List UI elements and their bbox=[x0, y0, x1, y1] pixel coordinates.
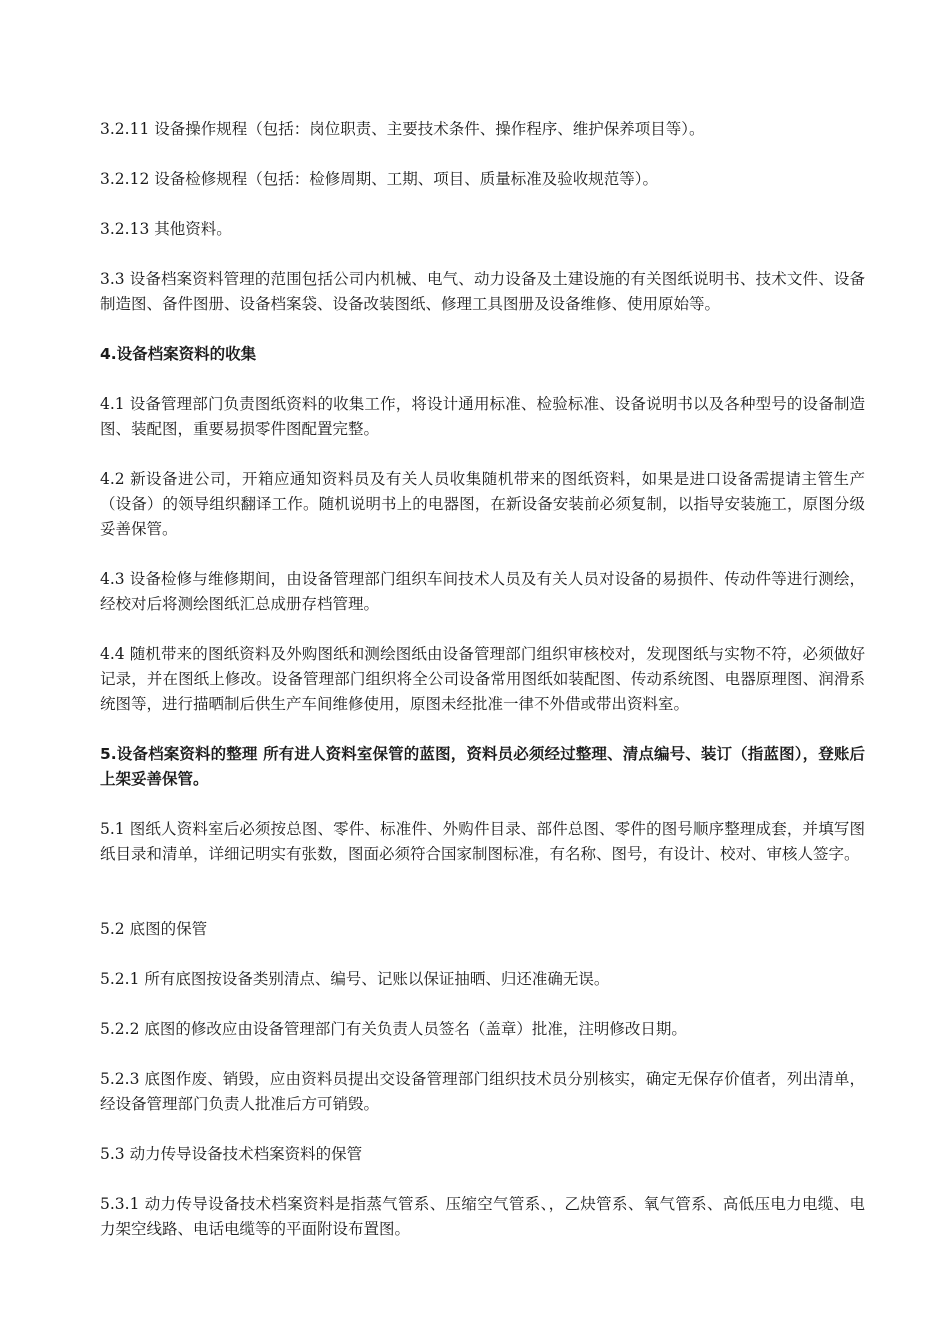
paragraph-3-2-13: 3.2.13 其他资料。 bbox=[100, 220, 232, 238]
paragraph-3-3: 3.3 设备档案资料管理的范围包括公司内机械、电气、动力设备及土建设施的有关图纸说明书、技术文件、设备制造图、备件图册、设备档案袋、设备改装图纸、修理工具图册及设备维修、使用原始等。 bbox=[100, 270, 865, 313]
paragraph-4-1: 4.1 设备管理部门负责图纸资料的收集工作，将设计通用标准、检验标准、设备说明书以及各种型号的设备制造图、装配图，重要易损零件图配置完整。 bbox=[100, 395, 865, 438]
paragraph-5-2: 5.2 底图的保管 bbox=[100, 920, 208, 938]
paragraph-5-2-2: 5.2.2 底图的修改应由设备管理部门有关负责人员签名（盖章）批准，注明修改日期。 bbox=[100, 1020, 687, 1038]
paragraph-4-4: 4.4 随机带来的图纸资料及外购图纸和测绘图纸由设备管理部门组织审核校对，发现图纸与实物不符，必须做好记录，并在图纸上修改。设备管理部门组织将全公司设备常用图纸如装配图、传动系统图、电器原理图、润滑系统图等，进行描晒制后供生产车间维修使用，原图未经批准一律不外借或带出资料室。 bbox=[100, 645, 865, 713]
paragraph-3-2-11: 3.2.11 设备操作规程（包括：岗位职责、主要技术条件、操作程序、维护保养项目等）。 bbox=[100, 120, 705, 138]
paragraph-5-3: 5.3 动力传导设备技术档案资料的保管 bbox=[100, 1145, 363, 1163]
paragraph-4-3: 4.3 设备检修与维修期间，由设备管理部门组织车间技术人员及有关人员对设备的易损件、传动件等进行测绘，经校对后将测绘图纸汇总成册存档管理。 bbox=[100, 570, 865, 613]
paragraph-5-2-1: 5.2.1 所有底图按设备类别清点、编号、记账以保证抽晒、归还准确无误。 bbox=[100, 970, 610, 988]
section-heading-4: 4.设备档案资料的收集 bbox=[100, 345, 257, 363]
paragraph-5-2-3: 5.2.3 底图作废、销毁，应由资料员提出交设备管理部门组织技术员分别核实，确定无保存价值者，列出清单，经设备管理部门负责人批准后方可销毁。 bbox=[100, 1070, 865, 1113]
paragraph-3-2-12: 3.2.12 设备检修规程（包括：检修周期、工期、项目、质量标准及验收规范等）。 bbox=[100, 170, 658, 188]
paragraph-5-1: 5.1 图纸人资料室后必须按总图、零件、标准件、外购件目录、部件总图、零件的图号顺序整理成套，并填写图纸目录和清单，详细记明实有张数，图面必须符合国家制图标准，有名称、图号，有设计、校对、审核人签字。 bbox=[100, 820, 865, 863]
section-heading-5: 5.设备档案资料的整理 所有进人资料室保管的蓝图，资料员必须经过整理、清点编号、装订（指蓝图），登账后上架妥善保管。 bbox=[100, 745, 865, 788]
paragraph-4-2: 4.2 新设备进公司，开箱应通知资料员及有关人员收集随机带来的图纸资料，如果是进口设备需提请主管生产（设备）的领导组织翻译工作。随机说明书上的电器图，在新设备安装前必须复制，以指导安装施工，原图分级妥善保管。 bbox=[100, 470, 865, 538]
paragraph-5-3-1: 5.3.1 动力传导设备技术档案资料是指蒸气管系、压缩空气管系、，乙炔管系、氧气管系、高低压电力电缆、电力架空线路、电话电缆等的平面附设布置图。 bbox=[100, 1195, 865, 1238]
